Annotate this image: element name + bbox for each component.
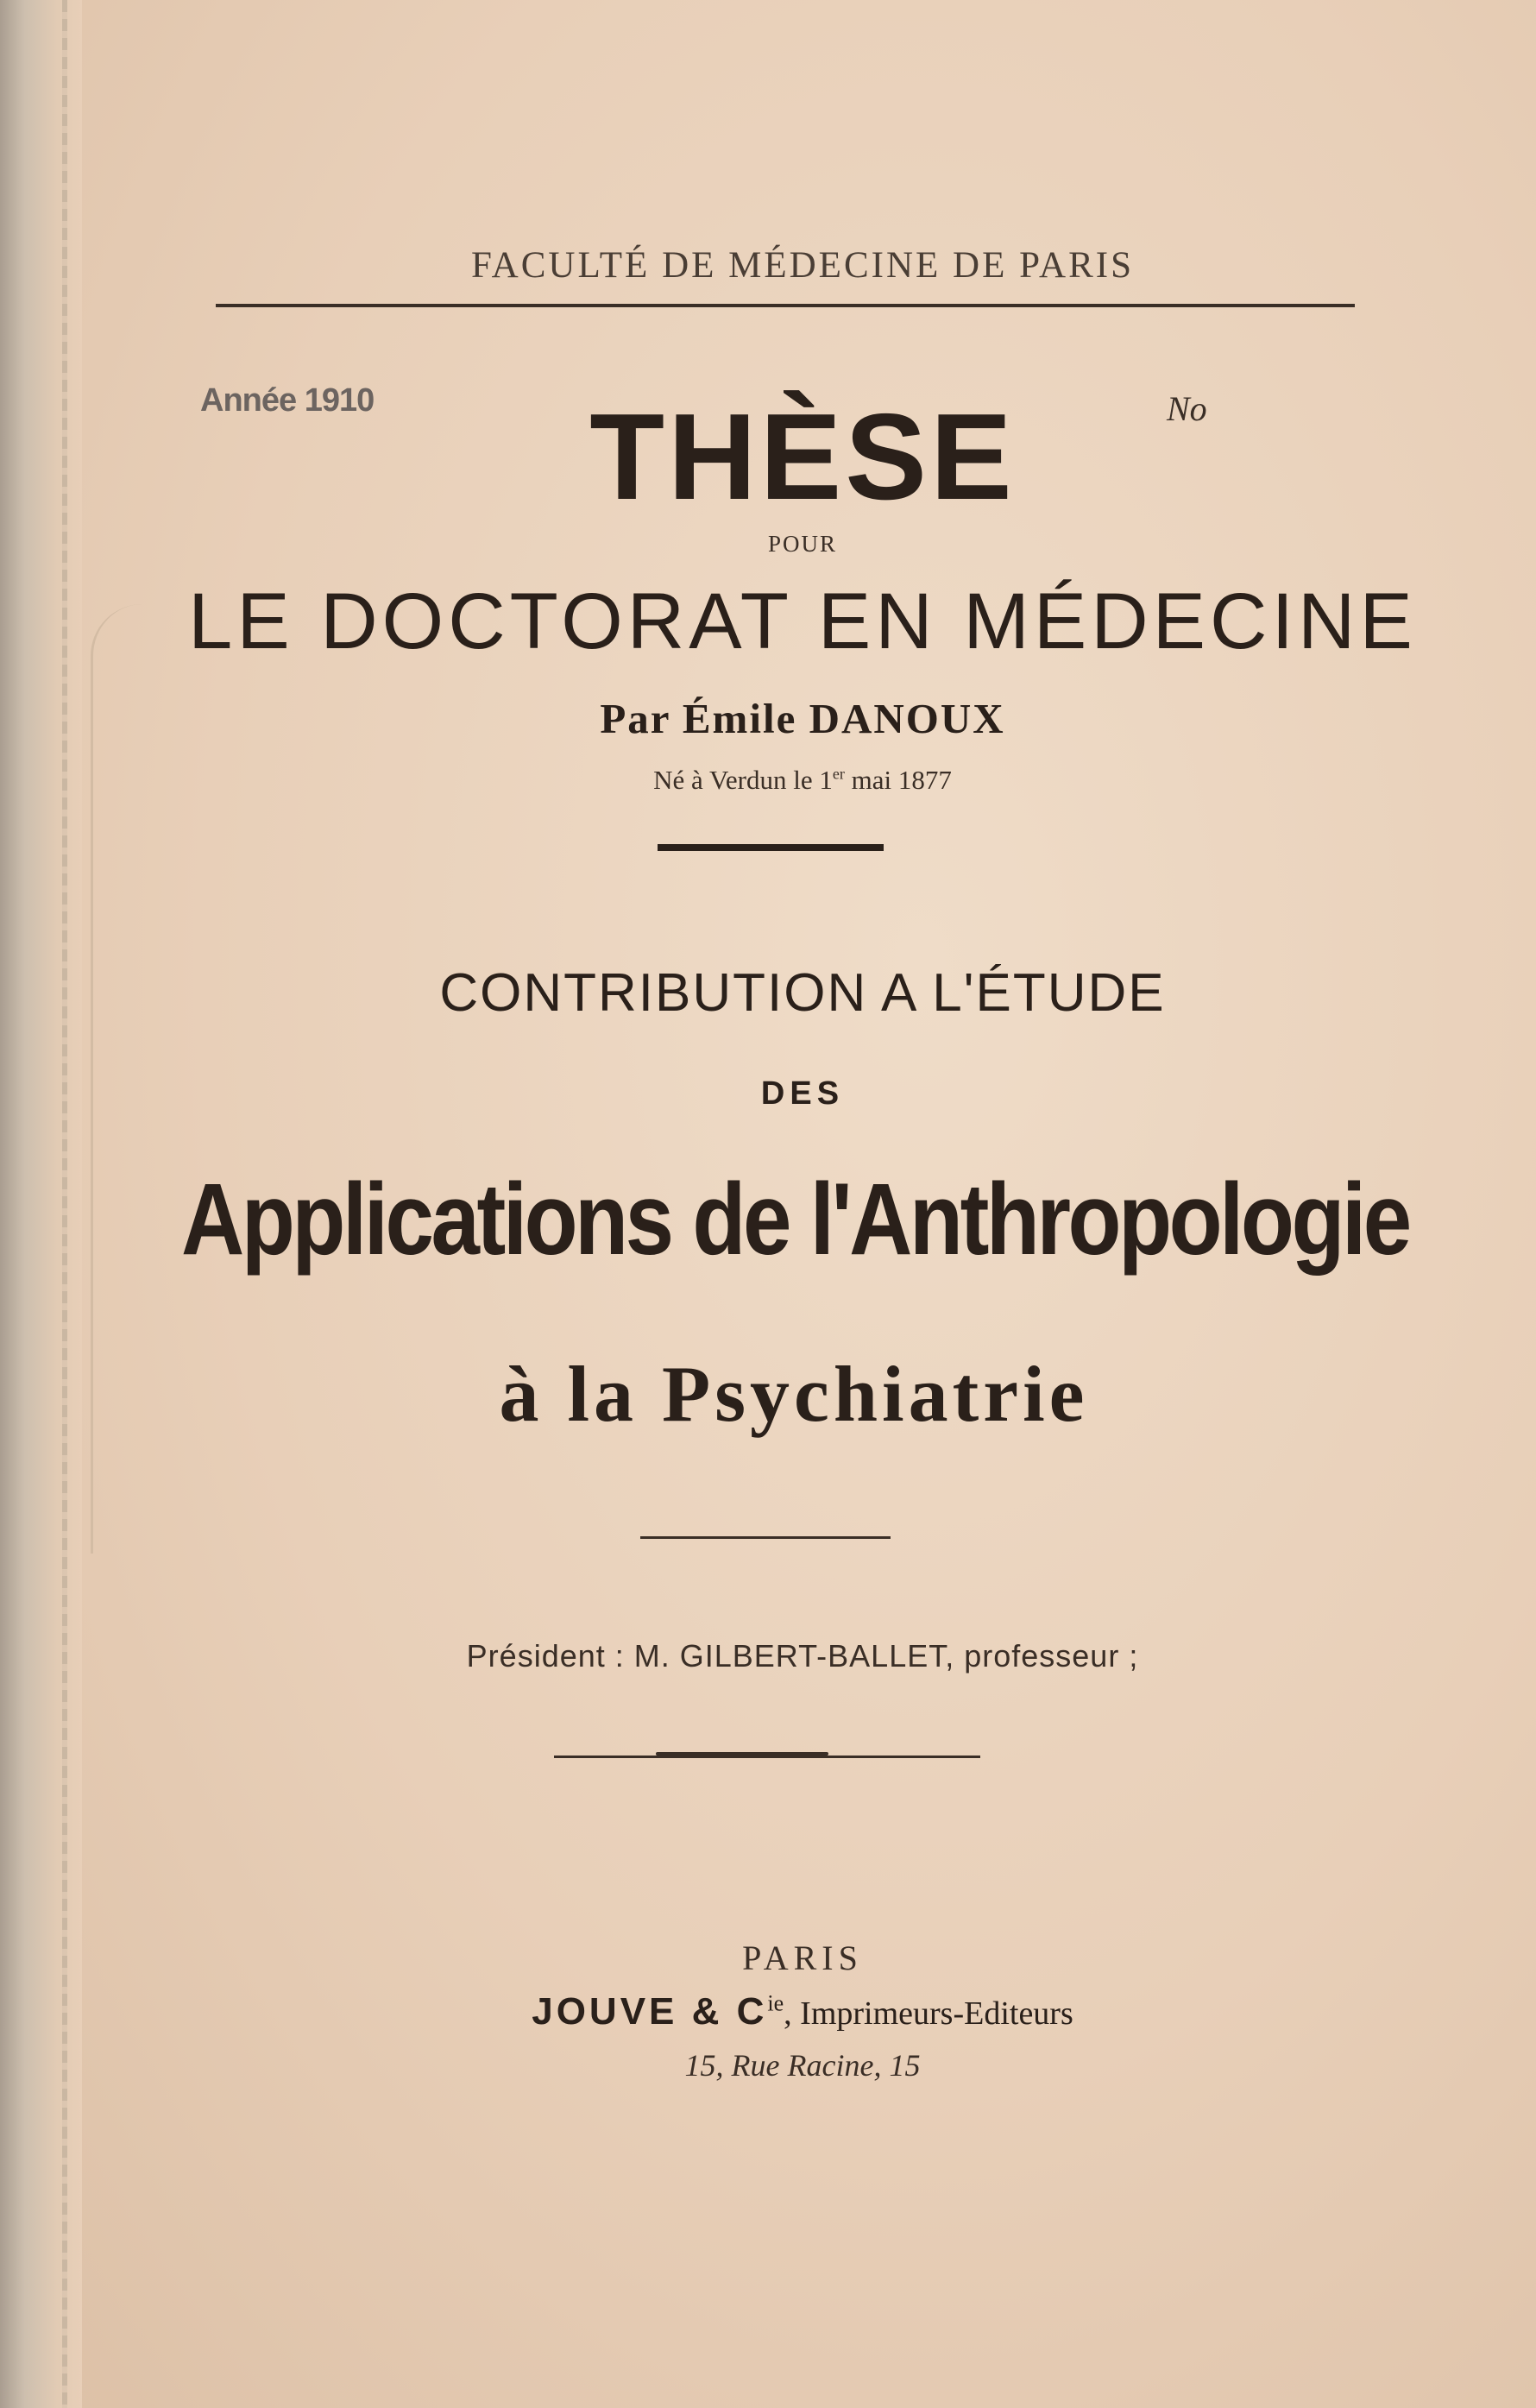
subtitle-contribution: CONTRIBUTION A L'ÉTUDE: [439, 963, 1166, 1023]
thesis-title: THÈSE: [589, 388, 1016, 526]
publisher-address: 15, Rue Racine, 15: [684, 2048, 921, 2083]
publisher-line: [35, 1989, 1536, 2033]
publisher-superscript: ie: [767, 1990, 784, 2016]
birth-suffix: mai 1877: [844, 765, 952, 795]
ornamental-rule: [554, 1756, 980, 1758]
author-line: Par Émile DANOUX: [600, 695, 1005, 742]
lower-divider: [640, 1536, 891, 1539]
publisher-name: JOUVE & C: [532, 1990, 768, 2033]
subtitle-des: DES: [760, 1075, 845, 1112]
top-divider: [216, 304, 1355, 307]
degree-title: LE DOCTORAT EN MÉDECINE: [188, 577, 1417, 665]
publisher-rest: , Imprimeurs-Editeurs: [784, 1995, 1073, 2032]
faculty-heading: FACULTÉ DE MÉDECINE DE PARIS: [470, 245, 1135, 286]
birth-prefix: Né à Verdun le 1: [653, 765, 833, 795]
birth-line: [35, 765, 1536, 796]
birth-superscript: er: [832, 765, 845, 783]
ornamental-rule-center: [656, 1752, 828, 1756]
imprint-city: PARIS: [742, 1938, 863, 1977]
year-stamp: Année 1910: [200, 382, 375, 419]
president-line: Président : M. GILBERT-BALLET, professeur ;: [466, 1638, 1139, 1674]
subtitle-applications: Applications de l'Anthropologie: [181, 1163, 1409, 1276]
middle-divider: [658, 844, 884, 851]
subtitle-psychiatrie: à la Psychiatrie: [499, 1350, 1089, 1438]
number-mark: No: [1167, 389, 1207, 428]
pour-label: POUR: [767, 531, 838, 557]
